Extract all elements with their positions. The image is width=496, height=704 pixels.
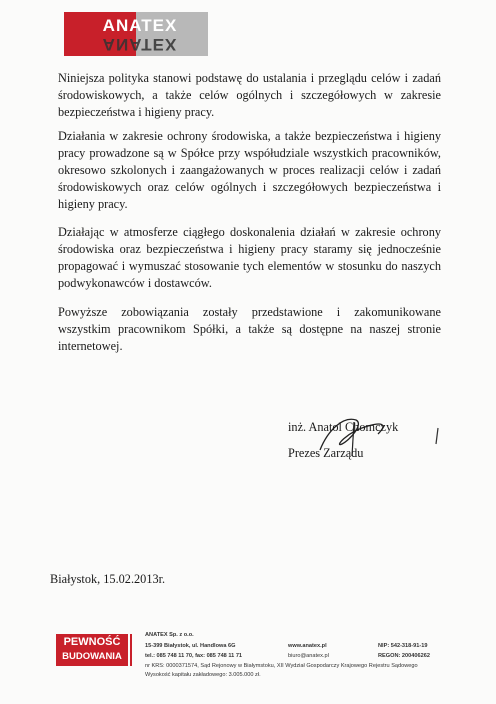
- pewnosc-budowania-badge: [56, 634, 128, 666]
- anatex-logo: [64, 12, 208, 56]
- signatory-title: Prezes Zarządu: [288, 446, 364, 460]
- footer-email[interactable]: biuro@anatex.pl: [288, 653, 329, 659]
- paragraph-1: Niniejsza polityka stanowi podstawę do ustalania i przeglądu celów i zadań środowiskowych, a także celów ogólnych i szczegółowych w zakresie bezpieczeństwa i higieny pracy.: [58, 71, 441, 119]
- footer-website[interactable]: www.anatex.pl: [288, 643, 327, 649]
- footer-address: 15-399 Białystok, ul. Handlowa 6G: [145, 643, 236, 649]
- footer-divider: [130, 634, 132, 666]
- footer-phone: tel.: 085 748 11 70, fax: 085 748 11 71: [145, 653, 243, 659]
- badge-line-1: PEWNOŚĆ: [63, 636, 121, 648]
- signatory-name: inż. Anatol Chomczyk: [288, 420, 399, 434]
- footer-nip: NIP: 542-318-91-19: [378, 643, 428, 649]
- footer-company: ANATEX Sp. z o.o.: [145, 632, 194, 638]
- document-date: Białystok, 15.02.2013r.: [50, 572, 166, 586]
- logo-text-reflection: ANATEX: [102, 35, 178, 54]
- logo-text: ANATEX: [102, 16, 178, 35]
- footer-capital: Wysokość kapitału zakładowego: 3.005.000 zł.: [145, 672, 261, 678]
- paragraph-4: Powyższe zobowiązania zostały przedstawione i zakomunikowane wszystkim pracownikom Spółki, a także są dostępne na naszej stronie internetowej.: [58, 305, 441, 353]
- paragraph-3: Działając w atmosferze ciągłego doskonalenia działań w zakresie ochrony środowiska oraz bezpieczeństwa i higieny pracy staramy się jednocześnie propagować i wymuszać stosowanie tych elementów w stosunku do naszych podwykonawców i dostawców.: [58, 225, 441, 290]
- footer-regon: REGON: 200406262: [378, 653, 430, 659]
- footer-krs: nr KRS: 0000371574, Sąd Rejonowy w Białymstoku, XII Wydział Gospodarczy Krajowego Rejestru Sądowego: [145, 663, 418, 669]
- badge-line-2: BUDOWANIA: [62, 651, 122, 662]
- paragraph-2: Działania w zakresie ochrony środowiska, a także bezpieczeństwa i higieny pracy prowadzone są w Spółce przy współudziale wszystkich pracowników, okresowo szkolonych i zaangażowanych w proces realizacji celów i zadań środowiskowych oraz celów ogólnych i szczegółowych bezpieczeństwa i higieny pracy.: [58, 129, 441, 211]
